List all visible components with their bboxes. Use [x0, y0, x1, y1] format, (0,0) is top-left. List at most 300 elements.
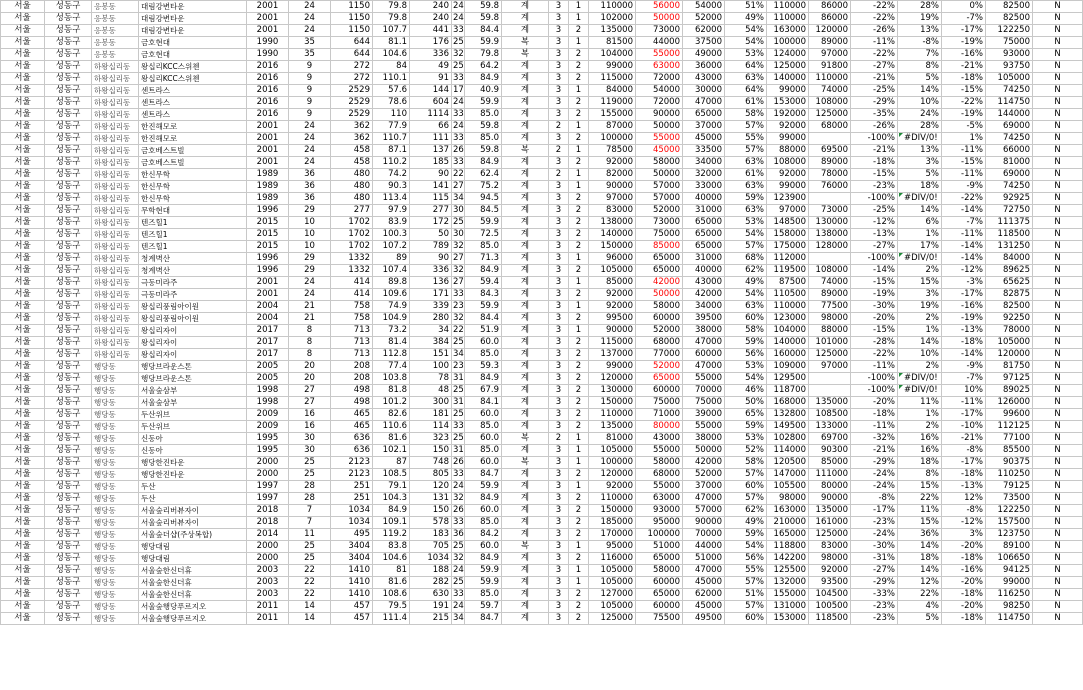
table-cell[interactable]: 행당동	[92, 517, 139, 529]
table-cell[interactable]: 하왕십리동	[92, 169, 139, 181]
table-cell[interactable]: 90	[410, 169, 452, 181]
table-cell[interactable]: 서울	[1, 181, 45, 193]
table-cell[interactable]: 59.9	[465, 301, 502, 313]
table-cell[interactable]: 65000	[683, 217, 725, 229]
table-cell[interactable]: 3	[549, 73, 569, 85]
table-cell[interactable]: 92000	[589, 481, 636, 493]
table-cell[interactable]: 14%	[898, 85, 942, 97]
table-cell[interactable]: 계	[502, 313, 549, 325]
table-cell[interactable]: 계	[502, 61, 549, 73]
table-cell[interactable]: 84000	[986, 253, 1033, 265]
table-cell[interactable]: 71.3	[465, 253, 502, 265]
table-cell[interactable]: 성동구	[45, 385, 92, 397]
table-cell[interactable]: 75.2	[465, 181, 502, 193]
table-cell[interactable]: 73000	[809, 205, 851, 217]
table-cell[interactable]: -22%	[851, 49, 898, 61]
table-cell[interactable]: 38000	[683, 433, 725, 445]
table-cell[interactable]: 서울숲한신더휴	[139, 577, 247, 589]
table-cell[interactable]: 15%	[898, 481, 942, 493]
table-cell[interactable]: 110000	[767, 13, 809, 25]
table-cell[interactable]: 성동구	[45, 553, 92, 565]
table-cell[interactable]: N	[1033, 289, 1083, 301]
table-cell[interactable]: 2	[569, 529, 589, 541]
table-cell[interactable]: 성동구	[45, 565, 92, 577]
table-cell[interactable]: 122250	[986, 505, 1033, 517]
table-cell[interactable]: 63000	[636, 493, 683, 505]
table-cell[interactable]: 105000	[589, 445, 636, 457]
table-cell[interactable]: 3	[549, 133, 569, 145]
table-cell[interactable]: 153000	[767, 613, 809, 625]
table-cell[interactable]: -100%	[851, 193, 898, 205]
table-cell[interactable]: 125000	[767, 61, 809, 73]
table-cell[interactable]: N	[1033, 109, 1083, 121]
table-cell[interactable]: 극동미라주	[139, 277, 247, 289]
table-cell[interactable]: 1	[569, 433, 589, 445]
table-cell[interactable]: 100000	[589, 133, 636, 145]
table-cell[interactable]: 98250	[986, 601, 1033, 613]
table-cell[interactable]: 2016	[247, 61, 289, 73]
table-cell[interactable]: 하왕십리동	[92, 157, 139, 169]
table-cell[interactable]: 계	[502, 157, 549, 169]
table-cell[interactable]: 58%	[725, 457, 767, 469]
table-cell[interactable]: 84.9	[465, 157, 502, 169]
table-cell[interactable]: 63%	[725, 301, 767, 313]
table-cell[interactable]: 8%	[898, 61, 942, 73]
table-cell[interactable]: 63%	[725, 157, 767, 169]
table-cell[interactable]: 78500	[589, 145, 636, 157]
table-cell[interactable]: 계	[502, 229, 549, 241]
table-cell[interactable]: 2	[569, 349, 589, 361]
table-cell[interactable]: 99000	[767, 85, 809, 97]
table-cell[interactable]: 한진해모로	[139, 121, 247, 133]
table-cell[interactable]: 2	[569, 613, 589, 625]
table-cell[interactable]: 복	[502, 49, 549, 61]
table-cell[interactable]: 49	[410, 61, 452, 73]
table-cell[interactable]: 센트라스	[139, 97, 247, 109]
table-cell[interactable]: 99000	[986, 577, 1033, 589]
table-cell[interactable]: 176	[410, 37, 452, 49]
table-cell[interactable]: 81.6	[373, 433, 410, 445]
table-cell[interactable]: 3	[549, 13, 569, 25]
table-cell[interactable]: N	[1033, 277, 1083, 289]
table-cell[interactable]: -33%	[851, 589, 898, 601]
table-cell[interactable]: 51000	[636, 541, 683, 553]
table-cell[interactable]: 31	[453, 373, 464, 383]
table-cell[interactable]: 74.9	[373, 301, 410, 313]
table-cell[interactable]: N	[1033, 433, 1083, 445]
table-cell[interactable]: -19%	[942, 109, 986, 121]
table-cell[interactable]: 1996	[247, 253, 289, 265]
table-cell[interactable]: 85.0	[465, 109, 502, 121]
table-cell[interactable]: 2%	[898, 361, 942, 373]
table-cell[interactable]: 37000	[683, 121, 725, 133]
table-cell[interactable]: 40000	[683, 265, 725, 277]
table-cell[interactable]: 계	[502, 193, 549, 205]
table-cell[interactable]: -15%	[851, 169, 898, 181]
table-cell[interactable]: 54%	[725, 289, 767, 301]
table-cell[interactable]: 131	[410, 493, 452, 505]
table-cell[interactable]: 행당동	[92, 541, 139, 553]
table-cell[interactable]: 25	[453, 37, 464, 47]
table-cell[interactable]: N	[1033, 529, 1083, 541]
table-cell[interactable]: 28%	[898, 1, 942, 13]
table-cell[interactable]: 성동구	[45, 481, 92, 493]
table-cell[interactable]: 105000	[589, 265, 636, 277]
table-cell[interactable]: 28	[289, 481, 331, 493]
table-cell[interactable]: 105000	[986, 337, 1033, 349]
table-cell[interactable]: 458	[331, 145, 373, 157]
table-cell[interactable]: 성동구	[45, 613, 92, 625]
table-cell[interactable]: 대림강변타운	[139, 1, 247, 13]
table-cell[interactable]: -25%	[851, 205, 898, 217]
table-cell[interactable]: 행당동	[92, 481, 139, 493]
table-cell[interactable]: 3	[549, 277, 569, 289]
table-cell[interactable]: 90000	[589, 181, 636, 193]
table-cell[interactable]: 33000	[683, 181, 725, 193]
table-cell[interactable]: 50000	[636, 13, 683, 25]
table-cell[interactable]: 대림강변타운	[139, 13, 247, 25]
table-cell[interactable]: 34	[453, 349, 464, 359]
table-cell[interactable]: 163000	[767, 25, 809, 37]
table-cell[interactable]	[809, 133, 851, 145]
table-cell[interactable]: 1	[569, 37, 589, 49]
table-cell[interactable]: 101.2	[373, 397, 410, 409]
table-cell[interactable]: 135000	[809, 505, 851, 517]
table-cell[interactable]: 2	[569, 397, 589, 409]
table-cell[interactable]: 168000	[767, 397, 809, 409]
table-cell[interactable]: 77100	[986, 433, 1033, 445]
table-cell[interactable]: 계	[502, 373, 549, 385]
table-cell[interactable]: 서울	[1, 421, 45, 433]
table-cell[interactable]: 181	[410, 409, 452, 421]
table-cell[interactable]: 40.9	[465, 85, 502, 97]
table-cell[interactable]: 97000	[809, 361, 851, 373]
table-cell[interactable]: 713	[331, 337, 373, 349]
table-cell[interactable]: 49%	[725, 277, 767, 289]
table-cell[interactable]: 서울	[1, 277, 45, 289]
table-cell[interactable]: 208	[331, 361, 373, 373]
table-cell[interactable]: 115000	[589, 337, 636, 349]
table-cell[interactable]: 109.6	[373, 289, 410, 301]
table-cell[interactable]: 36	[453, 529, 464, 539]
table-cell[interactable]: 성동구	[45, 301, 92, 313]
table-cell[interactable]: 12%	[898, 577, 942, 589]
table-cell[interactable]: -24%	[851, 529, 898, 541]
table-cell[interactable]: 3	[549, 181, 569, 193]
table-cell[interactable]: N	[1033, 613, 1083, 625]
table-cell[interactable]: 140000	[767, 337, 809, 349]
table-cell[interactable]: 107.4	[373, 265, 410, 277]
table-cell[interactable]: 3	[549, 577, 569, 589]
table-cell[interactable]: 97125	[986, 373, 1033, 385]
table-cell[interactable]: 행당동	[92, 613, 139, 625]
table-cell[interactable]: 79.8	[373, 13, 410, 25]
table-cell[interactable]: 3	[549, 61, 569, 73]
table-cell[interactable]: 하왕십리동	[92, 301, 139, 313]
table-cell[interactable]: 79.8	[373, 1, 410, 13]
table-cell[interactable]: -21%	[851, 73, 898, 85]
table-cell[interactable]: 97000	[809, 49, 851, 61]
table-cell[interactable]: 하왕십리동	[92, 325, 139, 337]
table-cell[interactable]: 73500	[986, 493, 1033, 505]
table-cell[interactable]: -11%	[851, 361, 898, 373]
table-cell[interactable]: 3	[549, 193, 569, 205]
table-cell[interactable]: 계	[502, 1, 549, 13]
table-cell[interactable]: 82500	[986, 13, 1033, 25]
table-cell[interactable]: 44000	[683, 541, 725, 553]
table-cell[interactable]: 101000	[809, 337, 851, 349]
table-cell[interactable]: 73000	[636, 217, 683, 229]
table-cell[interactable]: N	[1033, 133, 1083, 145]
table-cell[interactable]: 무학현대	[139, 205, 247, 217]
table-cell[interactable]: 17	[453, 85, 464, 95]
table-cell[interactable]: 70000	[683, 385, 725, 397]
table-cell[interactable]: 93500	[809, 577, 851, 589]
table-cell[interactable]: 행당동	[92, 589, 139, 601]
table-cell[interactable]: 3	[549, 229, 569, 241]
table-cell[interactable]: 서울	[1, 109, 45, 121]
table-cell[interactable]: 75000	[986, 37, 1033, 49]
table-cell[interactable]: 성동구	[45, 97, 92, 109]
table-cell[interactable]: 40000	[683, 193, 725, 205]
table-cell[interactable]: 10	[289, 217, 331, 229]
table-cell[interactable]: 서울	[1, 97, 45, 109]
table-cell[interactable]: 11	[289, 529, 331, 541]
table-cell[interactable]: 서울	[1, 241, 45, 253]
table-cell[interactable]: 1410	[331, 565, 373, 577]
table-cell[interactable]: 84.4	[465, 25, 502, 37]
table-cell[interactable]: 34	[453, 193, 464, 203]
table-cell[interactable]: 54%	[725, 229, 767, 241]
table-cell[interactable]: -29%	[851, 577, 898, 589]
table-cell[interactable]: 99000	[767, 133, 809, 145]
table-cell[interactable]: 148500	[767, 217, 809, 229]
table-cell[interactable]: 14%	[898, 205, 942, 217]
table-cell[interactable]: N	[1033, 49, 1083, 61]
table-cell[interactable]: 87500	[767, 277, 809, 289]
table-cell[interactable]: N	[1033, 589, 1083, 601]
table-cell[interactable]: 68%	[725, 253, 767, 265]
table-cell[interactable]: 서울	[1, 133, 45, 145]
table-cell[interactable]: 2001	[247, 277, 289, 289]
table-cell[interactable]: 금호베스트빌	[139, 145, 247, 157]
table-cell[interactable]: 32	[453, 241, 464, 251]
table-cell[interactable]: 50000	[636, 289, 683, 301]
table-cell[interactable]: 130000	[589, 385, 636, 397]
table-cell[interactable]: 성동구	[45, 1, 92, 13]
table-cell[interactable]: 2	[569, 217, 589, 229]
table-cell[interactable]: 3404	[331, 553, 373, 565]
table-cell[interactable]: -27%	[851, 61, 898, 73]
table-cell[interactable]: 114750	[986, 613, 1033, 625]
table-cell[interactable]: 36	[289, 169, 331, 181]
table-cell[interactable]: 108000	[767, 157, 809, 169]
table-cell[interactable]: 2	[569, 517, 589, 529]
table-cell[interactable]: 98000	[809, 313, 851, 325]
table-cell[interactable]: 705	[410, 541, 452, 553]
table-cell[interactable]: 2000	[247, 469, 289, 481]
table-cell[interactable]: 630	[410, 589, 452, 601]
table-cell[interactable]: 84.7	[465, 613, 502, 625]
table-cell[interactable]: 행당한진타운	[139, 457, 247, 469]
table-cell[interactable]: 14%	[898, 337, 942, 349]
table-cell[interactable]: 25	[453, 385, 464, 395]
table-cell[interactable]: 300	[410, 397, 452, 409]
table-cell[interactable]: 금호현대	[139, 49, 247, 61]
table-cell[interactable]: 22	[289, 565, 331, 577]
table-cell[interactable]: 응봉동	[92, 25, 139, 37]
table-cell[interactable]: 18%	[898, 553, 942, 565]
table-cell[interactable]: N	[1033, 37, 1083, 49]
table-cell[interactable]: 1150	[331, 13, 373, 25]
table-cell[interactable]: 47000	[683, 337, 725, 349]
table-cell[interactable]: 789	[410, 241, 452, 253]
table-cell[interactable]: 서울	[1, 145, 45, 157]
table-cell[interactable]: 113.4	[373, 193, 410, 205]
table-cell[interactable]: 141	[410, 181, 452, 193]
table-cell[interactable]: 24	[453, 565, 464, 575]
table-cell[interactable]: 37500	[683, 37, 725, 49]
table-cell[interactable]: 85.0	[465, 421, 502, 433]
table-cell[interactable]: 100.3	[373, 229, 410, 241]
table-cell[interactable]: 복	[502, 433, 549, 445]
table-cell[interactable]	[809, 385, 851, 397]
table-cell[interactable]: 336	[410, 265, 452, 277]
table-cell[interactable]: 120000	[589, 469, 636, 481]
table-cell[interactable]: 157500	[986, 517, 1033, 529]
table-cell[interactable]: 97000	[589, 193, 636, 205]
table-cell[interactable]: 64.2	[465, 61, 502, 73]
table-cell[interactable]: 행당동	[92, 505, 139, 517]
table-cell[interactable]: 4%	[898, 601, 942, 613]
table-cell[interactable]: 3	[549, 385, 569, 397]
table-cell[interactable]: 하왕십리동	[92, 229, 139, 241]
table-cell[interactable]: 57000	[683, 505, 725, 517]
table-cell[interactable]: -13%	[942, 481, 986, 493]
table-cell[interactable]: 34	[410, 325, 452, 337]
table-cell[interactable]: 32	[453, 493, 464, 503]
table-cell[interactable]: 행당동	[92, 445, 139, 457]
table-cell[interactable]: 2011	[247, 601, 289, 613]
table-cell[interactable]: 95000	[636, 517, 683, 529]
table-cell[interactable]: 74250	[986, 181, 1033, 193]
table-cell[interactable]: 54%	[725, 25, 767, 37]
table-cell[interactable]: 텐즈힐1	[139, 217, 247, 229]
table-cell[interactable]: 153000	[767, 97, 809, 109]
table-cell[interactable]: 9	[289, 97, 331, 109]
table-cell[interactable]: 2	[569, 469, 589, 481]
table-cell[interactable]: 69000	[986, 169, 1033, 181]
table-cell[interactable]: 2	[569, 193, 589, 205]
table-cell[interactable]: 16%	[898, 445, 942, 457]
table-cell[interactable]: 서울	[1, 349, 45, 361]
table-cell[interactable]: 52000	[636, 205, 683, 217]
table-cell[interactable]: 성동구	[45, 253, 92, 265]
table-cell[interactable]: 131250	[986, 241, 1033, 253]
table-cell[interactable]: 110000	[767, 1, 809, 13]
table-cell[interactable]: -14%	[942, 253, 986, 265]
table-cell[interactable]: 60.0	[465, 541, 502, 553]
table-cell[interactable]: -100%	[851, 385, 898, 397]
table-cell[interactable]: 10%	[942, 385, 986, 397]
table-cell[interactable]: 응봉동	[92, 1, 139, 13]
table-cell[interactable]: 2	[569, 265, 589, 277]
table-cell[interactable]: -22%	[851, 13, 898, 25]
table-cell[interactable]: 102000	[589, 13, 636, 25]
table-cell[interactable]: 2%	[898, 265, 942, 277]
table-cell[interactable]: 33	[453, 469, 464, 479]
table-cell[interactable]: 행당대림	[139, 541, 247, 553]
table-cell[interactable]: 62.4	[465, 169, 502, 181]
table-cell[interactable]: 74000	[809, 85, 851, 97]
table-cell[interactable]: 서울	[1, 169, 45, 181]
table-cell[interactable]: -14%	[851, 265, 898, 277]
table-cell[interactable]: 성동구	[45, 589, 92, 601]
table-cell[interactable]: 금호베스트빌	[139, 157, 247, 169]
table-cell[interactable]: 30	[289, 433, 331, 445]
table-cell[interactable]: 2015	[247, 217, 289, 229]
table-cell[interactable]: 24	[289, 145, 331, 157]
table-cell[interactable]: 47000	[683, 361, 725, 373]
table-cell[interactable]: 68000	[809, 121, 851, 133]
table-cell[interactable]: 3	[549, 253, 569, 265]
table-cell[interactable]: -15%	[851, 277, 898, 289]
table-cell[interactable]: 84.9	[465, 493, 502, 505]
table-cell[interactable]: 150000	[589, 505, 636, 517]
table-cell[interactable]: 계	[502, 121, 549, 133]
table-cell[interactable]: 498	[331, 385, 373, 397]
table-cell[interactable]: -9%	[942, 361, 986, 373]
table-cell[interactable]: 89100	[986, 541, 1033, 553]
table-cell[interactable]: 서울	[1, 361, 45, 373]
table-cell[interactable]: 59.7	[465, 601, 502, 613]
table-cell[interactable]: -26%	[851, 121, 898, 133]
table-cell[interactable]: 하왕십리동	[92, 133, 139, 145]
table-cell[interactable]: -17%	[942, 409, 986, 421]
table-cell[interactable]: 금호현대	[139, 37, 247, 49]
table-cell[interactable]: -27%	[851, 241, 898, 253]
table-cell[interactable]: 3	[549, 529, 569, 541]
table-cell[interactable]: 10	[289, 241, 331, 253]
table-cell[interactable]: 계	[502, 133, 549, 145]
table-cell[interactable]: 계	[502, 337, 549, 349]
table-cell[interactable]: 46%	[725, 385, 767, 397]
table-cell[interactable]: 5%	[898, 613, 942, 625]
table-cell[interactable]: 118700	[767, 385, 809, 397]
table-cell[interactable]: 7	[289, 517, 331, 529]
table-cell[interactable]: 성동구	[45, 25, 92, 37]
table-cell[interactable]: 3	[549, 289, 569, 301]
table-cell[interactable]	[898, 133, 942, 145]
table-cell[interactable]: 38000	[683, 325, 725, 337]
table-cell[interactable]: 하왕십리동	[92, 109, 139, 121]
table-cell[interactable]: 20	[289, 373, 331, 385]
table-cell[interactable]: 2018	[247, 517, 289, 529]
table-cell[interactable]: 578	[410, 517, 452, 529]
table-cell[interactable]: 3	[549, 157, 569, 169]
table-cell[interactable]: 1	[569, 121, 589, 133]
table-cell[interactable]: 65000	[636, 553, 683, 565]
table-cell[interactable]: 125000	[809, 529, 851, 541]
table-cell[interactable]: 31	[453, 397, 464, 407]
table-cell[interactable]: 10	[289, 229, 331, 241]
table-cell[interactable]: 92250	[986, 313, 1033, 325]
table-cell[interactable]: 1410	[331, 577, 373, 589]
table-cell[interactable]: 175000	[767, 241, 809, 253]
table-cell[interactable]: -16%	[942, 565, 986, 577]
table-cell[interactable]: 183	[410, 529, 452, 541]
table-cell[interactable]: 성동구	[45, 121, 92, 133]
